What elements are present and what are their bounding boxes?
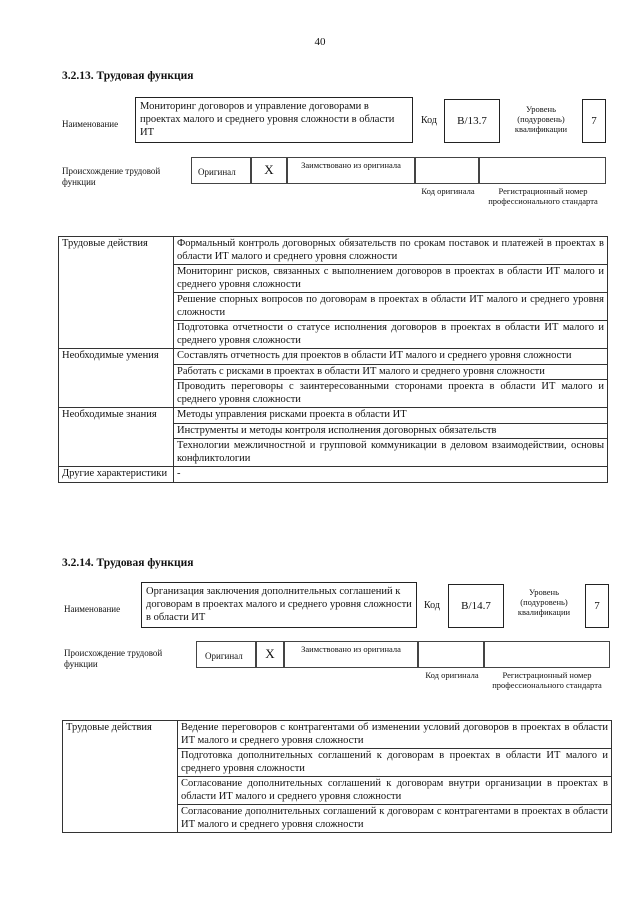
code-original-label: Код оригинала [425,670,479,680]
table-cell: Согласование дополнительных соглашений к договорам с контрагентами в проектах в области ИТ малого и среднего уровня сложности [178,805,612,833]
origin-row [196,641,610,668]
table-cell: Работать с рисками в проектах в области ИТ малого и среднего уровня сложности [174,364,608,380]
code-label: Код [421,115,437,126]
table-cell: Решение спорных вопросов по договорам в проектах в области ИТ малого и среднего уровня сложности [174,293,608,321]
table-cell: Формальный контроль договорных обязательств по срокам поставок и платежей в проектах в области ИТ малого и среднего уровня сложности [174,237,608,265]
function-table [62,720,612,833]
reg-number-label: Регистрационный номер профессионального стандарта [488,186,598,206]
table-cell: Технологии межличностной и групповой коммуникации в деловом взаимодействии, основы конфликтологии [174,439,608,467]
original-label: Оригинал [205,651,243,661]
row-head: Необходимые умения [59,349,174,408]
table-row [63,721,612,749]
table-cell: Инструменты и методы контроля исполнения договорных обязательств [174,423,608,439]
reg-number-label: Регистрационный номер профессионального стандарта [492,670,602,690]
function-code: B/13.7 [444,99,500,143]
table-row [59,408,608,424]
row-head: Трудовые действия [59,237,174,349]
table-row [59,467,608,483]
function-table [58,236,608,483]
row-head: Другие характеристики [59,467,174,483]
level-label: Уровень (подуровень) квалификации [514,104,568,134]
level-label: Уровень (подуровень) квалификации [517,587,571,617]
origin-label: Происхождение трудовой функции [64,648,163,669]
table-cell: - [174,467,608,483]
table-cell: Методы управления рисками проекта в области ИТ [174,408,608,424]
table-cell: Мониторинг рисков, связанных с выполнением договоров в проектах в области ИТ малого и среднего уровня сложности [174,265,608,293]
table-row [59,237,608,265]
borrowed-label: Заимствовано из оригинала [301,644,401,654]
table-cell: Проводить переговоры с заинтересованными сторонами проекта в области ИТ малого и среднего уровня сложности [174,380,608,408]
borrowed-label: Заимствовано из оригинала [301,160,401,170]
table-cell: Ведение переговоров с контрагентами об изменении условий договоров в проектах в области ИТ малого и среднего уровня сложности [178,721,612,749]
function-code: B/14.7 [448,584,504,628]
table-row [59,349,608,365]
name-label: Наименование [64,604,121,614]
section-title: 3.2.14. Трудовая функция [62,557,194,569]
function-name: Мониторинг договоров и управление договорами в проектах малого и среднего уровня сложности в области ИТ [135,97,413,143]
table-cell: Подготовка дополнительных соглашений к договорам в проектах в области ИТ малого и среднего уровня сложности [178,749,612,777]
origin-row [191,157,606,184]
qualification-level: 7 [585,584,609,628]
table-cell: Подготовка отчетности о статусе исполнения договоров в проектах в области ИТ малого и среднего уровня сложности [174,321,608,349]
section-title: 3.2.13. Трудовая функция [62,70,194,82]
origin-label: Происхождение трудовой функции [62,166,161,187]
name-label: Наименование [62,119,119,129]
qualification-level: 7 [582,99,606,143]
original-mark: X [265,646,275,661]
row-head: Необходимые знания [59,408,174,467]
page-number: 40 [314,36,326,48]
code-original-label: Код оригинала [421,186,475,196]
original-label: Оригинал [198,167,236,177]
row-head: Трудовые действия [63,721,178,833]
original-mark: X [264,162,274,177]
code-label: Код [424,600,440,611]
table-cell: Составлять отчетность для проектов в области ИТ малого и среднего уровня сложности [174,349,608,365]
table-cell: Согласование дополнительных соглашений к договорам внутри организации в проектах в области ИТ малого и среднего уровня сложности [178,777,612,805]
function-name: Организация заключения дополнительных соглашений к договорам в проектах малого и среднего уровня сложности в области ИТ [141,582,417,628]
